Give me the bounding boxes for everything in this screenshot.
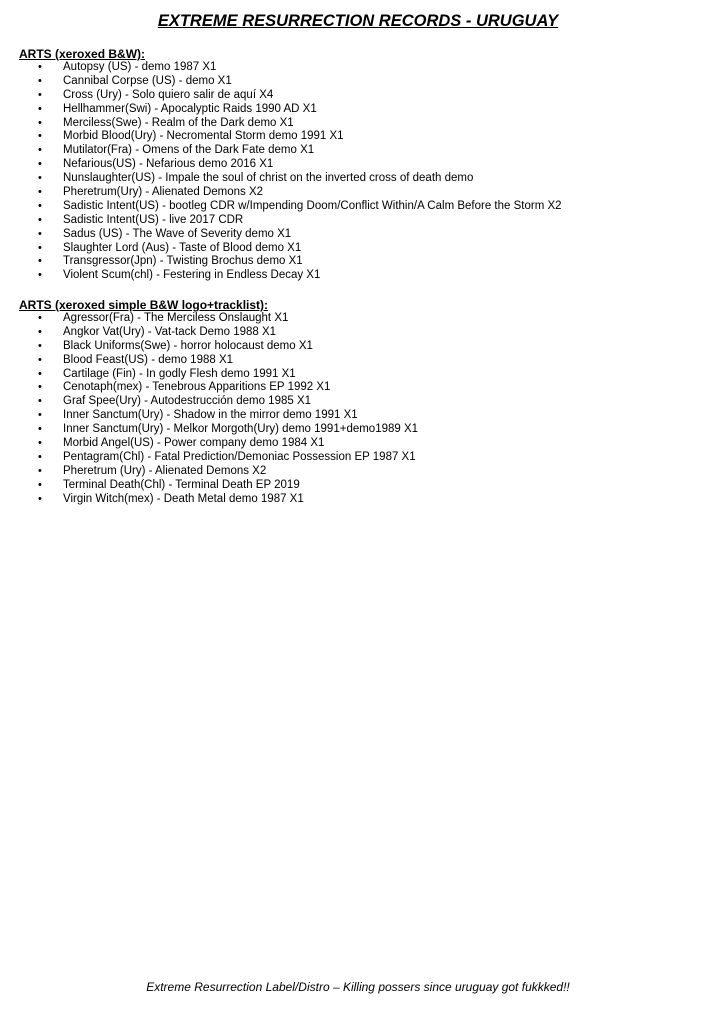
- list-item-text: Morbid Angel(US) - Power company demo 1984 X1: [63, 437, 325, 450]
- bullet-icon: •: [38, 213, 42, 226]
- list-item-text: Inner Sanctum(Ury) - Shadow in the mirror demo 1991 X1: [63, 409, 358, 422]
- list-item: [19, 200, 709, 214]
- bullet-icon: •: [38, 353, 42, 366]
- list-item: [19, 269, 709, 283]
- list-item: [19, 144, 709, 158]
- list-item: [19, 423, 709, 437]
- list-item-text: Mutilator(Fra) - Omens of the Dark Fate demo X1: [63, 144, 315, 157]
- list-item: [19, 437, 709, 451]
- list-item-text: Hellhammer(Swi) - Apocalyptic Raids 1990 AD X1: [63, 102, 317, 115]
- list-item-text: Merciless(Swe) - Realm of the Dark demo X1: [63, 116, 294, 129]
- list-item: [19, 381, 709, 395]
- list-item: [19, 312, 709, 326]
- list-item: [19, 61, 709, 75]
- list-item-text: Pheretrum (Ury) - Alienated Demons X2: [63, 464, 267, 477]
- bullet-icon: •: [38, 269, 42, 282]
- bullet-icon: •: [38, 227, 42, 240]
- bullet-icon: •: [38, 367, 42, 380]
- list-item-text: Morbid Blood(Ury) - Necromental Storm demo 1991 X1: [63, 130, 344, 143]
- bullet-icon: •: [38, 450, 42, 463]
- bullet-icon: •: [38, 312, 42, 324]
- bullet-icon: •: [38, 478, 42, 491]
- bullet-icon: •: [38, 186, 42, 199]
- list-item-text: Sadus (US) - The Wave of Severity demo X1: [63, 227, 292, 240]
- list-item-text: Blood Feast(US) - demo 1988 X1: [63, 353, 234, 366]
- list-item: [19, 395, 709, 409]
- list-item-text: Cannibal Corpse (US) - demo X1: [63, 74, 232, 87]
- section-arts-xeroxed-bw: [19, 47, 709, 283]
- list-item: [19, 103, 709, 117]
- list-item-text: Virgin Witch(mex) - Death Metal demo 1987 X1: [63, 492, 304, 505]
- list-item: [19, 451, 709, 465]
- bullet-icon: •: [38, 74, 42, 87]
- bullet-icon: •: [38, 102, 42, 115]
- footer-tagline: Extreme Resurrection Label/Distro – Killing possers since uruguay got fukkked!!: [146, 980, 570, 994]
- bullet-icon: •: [38, 437, 42, 450]
- list-item: [19, 228, 709, 242]
- bullet-icon: •: [38, 172, 42, 185]
- bullet-icon: •: [38, 255, 42, 268]
- bullet-icon: •: [38, 116, 42, 129]
- bullet-icon: •: [38, 199, 42, 212]
- list-item: [19, 186, 709, 200]
- bullet-icon: •: [38, 464, 42, 477]
- list-item-text: Nefarious(US) - Nefarious demo 2016 X1: [63, 158, 274, 171]
- list-item-text: Inner Sanctum(Ury) - Melkor Morgoth(Ury) demo 1991+demo1989 X1: [63, 423, 419, 436]
- bullet-icon: •: [38, 144, 42, 157]
- list-item-text: Pentagram(Chl) - Fatal Prediction/Demoniac Possession EP 1987 X1: [63, 450, 416, 463]
- bullet-icon: •: [38, 158, 42, 171]
- bullet-icon: •: [38, 339, 42, 352]
- bullet-icon: •: [38, 395, 42, 408]
- bullet-icon: •: [38, 61, 42, 73]
- item-list: [19, 312, 709, 506]
- list-item: [19, 354, 709, 368]
- list-item-text: Pheretrum(Ury) - Alienated Demons X2: [63, 186, 264, 199]
- bullet-icon: •: [38, 423, 42, 436]
- bullet-icon: •: [38, 381, 42, 394]
- list-item: [19, 409, 709, 423]
- list-item: [19, 368, 709, 382]
- bullet-icon: •: [38, 241, 42, 254]
- bullet-icon: •: [38, 88, 42, 101]
- section-heading: ARTS (xeroxed B&W):: [19, 47, 146, 61]
- page-title: EXTREME RESURRECTION RECORDS - URUGUAY: [157, 12, 559, 30]
- list-item-text: Sadistic Intent(US) - bootleg CDR w/Impending Doom/Conflict Within/A Calm Before the Storm X2: [63, 199, 562, 212]
- list-item-text: Autopsy (US) - demo 1987 X1: [63, 61, 217, 73]
- list-item-text: Cartilage (Fin) - In godly Flesh demo 1991 X1: [63, 367, 296, 380]
- list-item: [19, 117, 709, 131]
- list-item-text: Cross (Ury) - Solo quiero salir de aquí X4: [63, 88, 274, 101]
- list-item-text: Black Uniforms(Swe) - horror holocaust demo X1: [63, 339, 313, 352]
- list-item-text: Sadistic Intent(US) - live 2017 CDR: [63, 213, 244, 226]
- list-item: [19, 158, 709, 172]
- bullet-icon: •: [38, 325, 42, 338]
- item-list: [19, 61, 709, 283]
- list-item: [19, 75, 709, 89]
- list-item-text: Violent Scum(chl) - Festering in Endless Decay X1: [63, 269, 321, 282]
- list-item: [19, 214, 709, 228]
- list-item-text: Slaughter Lord (Aus) - Taste of Blood demo X1: [63, 241, 302, 254]
- list-item-text: Graf Spee(Ury) - Autodestrucción demo 1985 X1: [63, 395, 312, 408]
- bullet-icon: •: [38, 492, 42, 505]
- list-item: [19, 340, 709, 354]
- list-item: [19, 493, 709, 507]
- list-item: [19, 172, 709, 186]
- list-item: [19, 326, 709, 340]
- list-item: [19, 89, 709, 103]
- list-item-text: Transgressor(Jpn) - Twisting Brochus demo X1: [63, 255, 303, 268]
- list-item-text: Cenotaph(mex) - Tenebrous Apparitions EP 1992 X1: [63, 381, 331, 394]
- list-item: [19, 465, 709, 479]
- list-item: [19, 242, 709, 256]
- bullet-icon: •: [38, 130, 42, 143]
- list-item-text: Agressor(Fra) - The Merciless Onslaught X1: [63, 312, 289, 324]
- list-item: [19, 130, 709, 144]
- section-heading: ARTS (xeroxed simple B&W logo+tracklist):: [19, 298, 269, 312]
- list-item-text: Terminal Death(Chl) - Terminal Death EP 2019: [63, 478, 300, 491]
- list-item-text: Nunslaughter(US) - Impale the soul of christ on the inverted cross of death demo: [63, 172, 474, 185]
- list-item: [19, 255, 709, 269]
- list-item: [19, 479, 709, 493]
- list-item-text: Angkor Vat(Ury) - Vat-tack Demo 1988 X1: [63, 325, 277, 338]
- bullet-icon: •: [38, 409, 42, 422]
- section-arts-logo-tracklist: [19, 298, 709, 506]
